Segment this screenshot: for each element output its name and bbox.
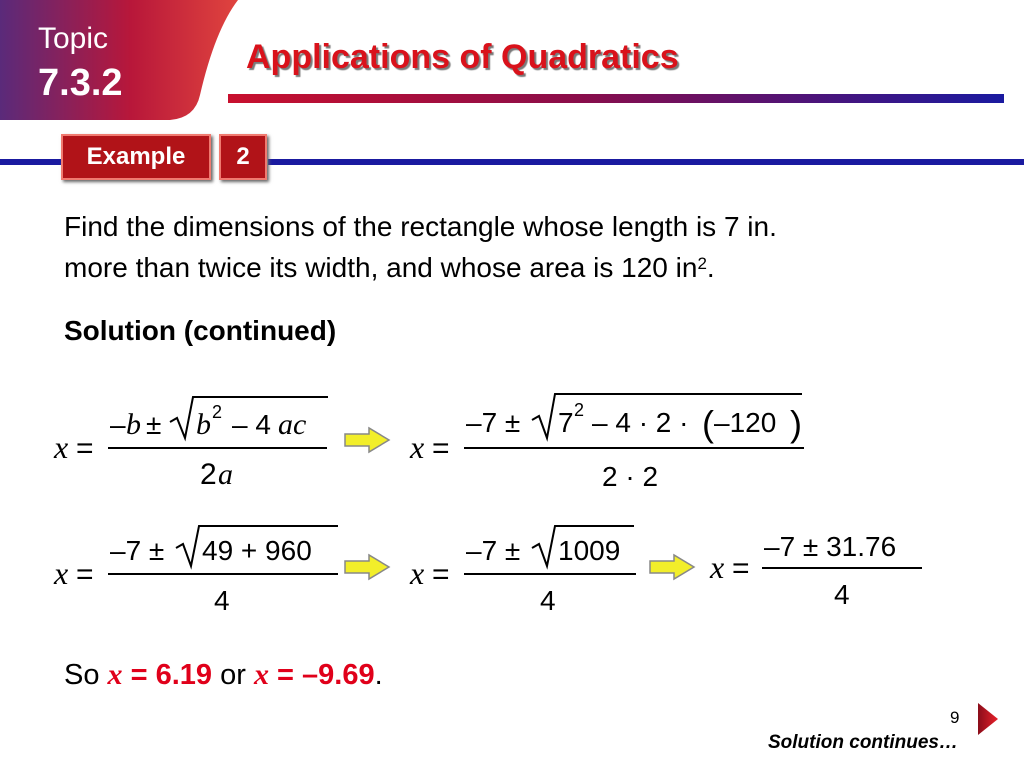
- svg-text:4: 4: [214, 585, 230, 616]
- svg-text:x: x: [54, 429, 69, 465]
- svg-text:=: =: [76, 432, 94, 465]
- svg-text:–7 ±: –7 ±: [110, 535, 165, 566]
- divider-right: [268, 159, 1024, 165]
- equation-2-svg: [406, 390, 810, 494]
- svg-text:2: 2: [200, 458, 217, 491]
- step-arrow-icon: [343, 425, 391, 455]
- divider-left: [0, 159, 62, 165]
- svg-text:2: 2: [574, 400, 585, 420]
- equation-3-svg: [50, 522, 342, 618]
- equation-substituted: [406, 390, 810, 494]
- topic-number: 7.3.2: [38, 62, 123, 104]
- title-underline: [228, 94, 1004, 103]
- conclusion-suffix: .: [374, 659, 383, 691]
- solution-value-1: = 6.19: [130, 659, 213, 691]
- svg-text:x: x: [410, 429, 425, 465]
- equation-radical: [406, 522, 642, 618]
- conclusion-or: or: [220, 659, 246, 691]
- page-number: 9: [950, 708, 960, 727]
- svg-text:2 · 2: 2 · 2: [602, 461, 659, 492]
- svg-text:4: 4: [834, 579, 850, 610]
- svg-text:–7 ± 31.76: –7 ± 31.76: [764, 531, 897, 562]
- svg-text:49 + 960: 49 + 960: [202, 535, 312, 566]
- svg-text:x: x: [710, 549, 725, 585]
- equation-4-svg: [406, 522, 642, 618]
- svg-text:1009: 1009: [558, 535, 621, 566]
- svg-text:–: –: [110, 409, 126, 440]
- area-exponent: 2: [697, 254, 707, 273]
- conclusion-x2: x: [253, 658, 269, 691]
- solution-heading: Solution (continued): [64, 315, 337, 346]
- equation-decimal: [706, 522, 930, 618]
- step-arrow-icon: [343, 552, 391, 582]
- equation-5-svg: [706, 522, 930, 618]
- svg-text:=: =: [432, 432, 450, 465]
- svg-text:x: x: [410, 555, 425, 591]
- svg-text:a: a: [218, 458, 233, 491]
- svg-text:ac: ac: [278, 408, 307, 441]
- example-number-badge: 2: [219, 134, 267, 180]
- equation-quadratic-formula: [50, 392, 340, 492]
- problem-line-2-end: .: [706, 252, 715, 283]
- slide-title: Applications of Quadratics: [246, 38, 679, 76]
- svg-text:–7 ±: –7 ±: [466, 535, 521, 566]
- svg-text:–120: –120: [714, 407, 777, 438]
- topic-label: Topic: [38, 22, 109, 55]
- equation-simplified: [50, 522, 342, 618]
- svg-text:4: 4: [540, 585, 556, 616]
- step-arrow-icon: [648, 552, 696, 582]
- svg-text:=: =: [732, 552, 750, 585]
- solution-continues-label: Solution continues…: [768, 732, 958, 753]
- equation-1-svg: [50, 392, 340, 492]
- svg-text:– 4 · 2 ·: – 4 · 2 ·: [592, 407, 689, 438]
- solution-value-2: = –9.69: [277, 659, 375, 691]
- svg-text:(: (: [702, 403, 714, 444]
- svg-text:– 4: – 4: [232, 409, 271, 440]
- problem-statement: [64, 206, 984, 288]
- problem-line-2-text: more than twice its width, and whose area is 120 in: [64, 252, 698, 283]
- conclusion-line: [64, 658, 383, 692]
- svg-text:2: 2: [212, 402, 223, 422]
- svg-text:±: ±: [146, 409, 162, 440]
- svg-text:x: x: [54, 555, 69, 591]
- problem-line-2: [64, 247, 984, 288]
- next-slide-arrow-icon[interactable]: [976, 702, 1000, 736]
- svg-text:): ): [790, 403, 802, 444]
- svg-text:7: 7: [558, 407, 574, 438]
- svg-text:=: =: [76, 558, 94, 591]
- svg-text:=: =: [432, 558, 450, 591]
- svg-text:b: b: [196, 408, 211, 441]
- conclusion-x1: x: [107, 658, 123, 691]
- problem-line-1: Find the dimensions of the rectangle whose length is 7 in.: [64, 211, 777, 242]
- svg-text:b: b: [126, 408, 141, 441]
- svg-text:–7 ±: –7 ±: [466, 407, 521, 438]
- example-badge: Example: [61, 134, 211, 180]
- conclusion-prefix: So: [64, 659, 100, 691]
